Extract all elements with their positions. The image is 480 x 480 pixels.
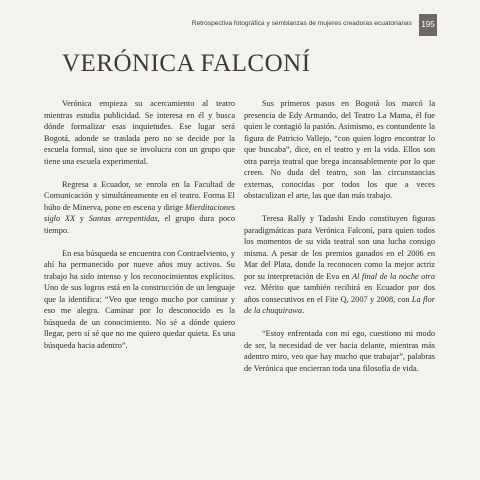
work-title: Santas arrepentidas xyxy=(88,214,158,223)
left-column xyxy=(44,98,235,363)
paragraph-text: , el grupo dura poco tiempo. xyxy=(44,214,235,235)
work-title: Mierditaciones siglo XX xyxy=(44,202,235,223)
work-title: La flor de la chuquirawa xyxy=(244,294,435,315)
page-number: 195 xyxy=(419,14,437,36)
right-column xyxy=(244,98,435,386)
page-title: VERÓNICA FALCONÍ xyxy=(62,50,311,77)
paragraph-text: . Mérito que también recibirá en Ecuador por dos años consecutivos en el Fite Q, 2007 y 2008, con xyxy=(244,283,435,304)
page-header xyxy=(0,14,480,36)
running-head: Retrospectiva fotográfica y semblanzas de mujeres creadoras ecuatorianas xyxy=(191,20,412,27)
paragraph: En esa búsqueda se encuentra con Contraelviento, y ahí ha permanecido por nueve años muy activos. Su trabajo ha sido intenso y los reconocimientos explícitos. Uno de sus logros está en la construcción de un lenguaje que la identifica: “Veo que tengo mucho por caminar y eso me alegra. Caminar por lo desconocido es la búsqueda de un conocimiento. No sé a dónde quiero llegar, pero sí sé que no me quiero quedar quieta. Es una búsqueda hacia adentro”. xyxy=(44,248,235,350)
paragraph: Verónica empieza su acercamiento al teatro mientras estudia publicidad. Se interesa en él y busca dónde formalizar esas inquietudes. Ese lugar será Bogotá, adonde se traslada pero no se decide por la escuela formal, sino que se involucra con un grupo que tiene una escuela experimental. xyxy=(44,99,235,166)
paragraph: “Estoy enfrentada con mi ego, cuestiono mi modo de ser, la necesidad de ver hacia delante, mientras más adentro miro, veo que hay mucho que trabajar”, palabras de Verónica que encierran toda una filosofía de vida. xyxy=(244,329,435,373)
paragraph-text: . xyxy=(302,306,305,315)
paragraph xyxy=(44,179,235,237)
paragraph-text: Teresa Rally y Tadashi Endo constituyen figuras paradigmáticas para Verónica Falconí, para quien todos los momentos de su vida teatral son una lucha consigo misma. A pesar de los premios ganados en el 2006 en Mar del Plata, donde la reconocen como la mejor actriz por su interpretación de Eva en xyxy=(244,214,435,281)
paragraph-text: y xyxy=(75,214,89,223)
paragraph-text: Regresa a Ecuador, se enrola en la Facultad de Comunicación y simultáneamente en el teatro. Forma El búho de Minerva, pone en escena y dirige xyxy=(44,179,235,212)
work-title: Al final de la noche otra vez xyxy=(244,271,436,292)
paragraph: Sus primeros pasos en Bogotá los marcó la presencia de Edy Armando, del Teatro La Mama, él fue quien le contagió la pasión. Asimismo, es contundente la figura de Patricio Vallejo, “con quien logro encontrar lo que buscaba”, dice, en el teatro y en la vida. Ellos son otra pareja teatral que brega incansablemente por lo que creen. No duda del teatro, son las circunstancias externas, conocidas por todos los que a veces obstaculizan el arte, las que dan más trabajo. xyxy=(244,99,435,200)
paragraph xyxy=(244,213,435,317)
